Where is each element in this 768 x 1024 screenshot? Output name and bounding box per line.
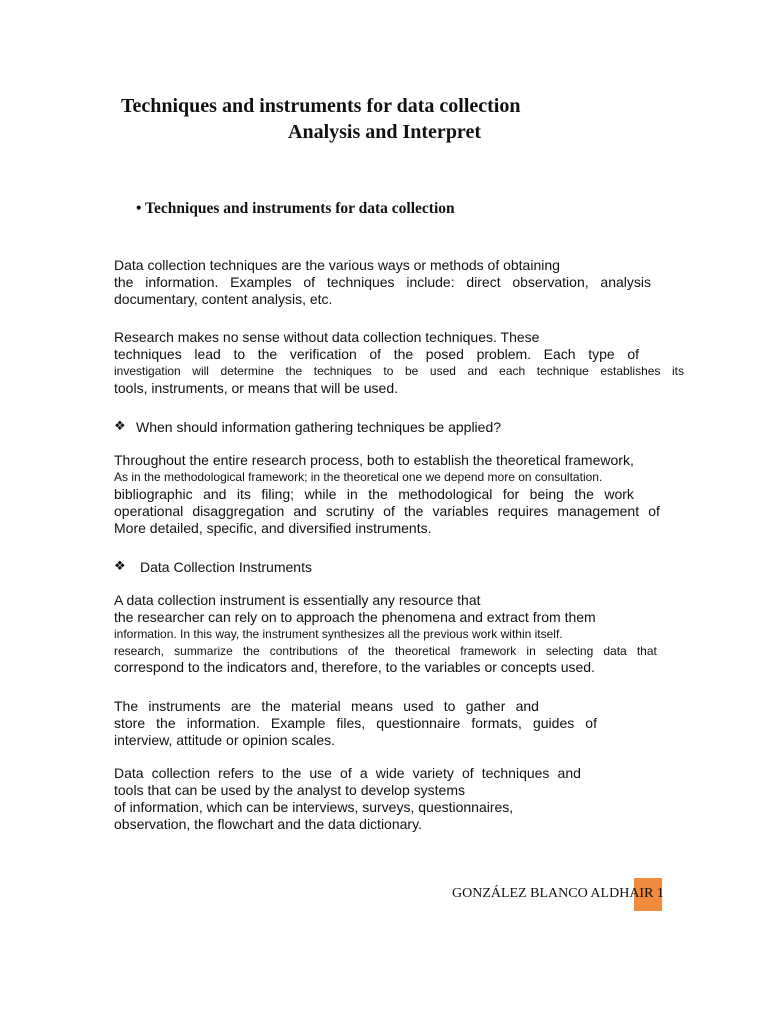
word: while [304, 486, 337, 502]
para6-line-3: of information, which can be interviews, surveys, questionnaires, [114, 799, 514, 815]
word: the [368, 644, 385, 658]
word: variety [412, 765, 454, 781]
word: The [114, 698, 139, 714]
diamond-bullet-icon: ❖ [114, 559, 126, 574]
word: being [529, 486, 564, 502]
word: variables [432, 503, 489, 519]
word: of [627, 346, 639, 362]
word: establishes [600, 364, 661, 378]
word: the [257, 346, 278, 362]
para6-line-2: tools that can be used by the analyst to develop systems [114, 782, 465, 798]
word: each [499, 364, 526, 378]
word: filing; [261, 486, 295, 502]
word: used [403, 698, 434, 714]
word: framework [460, 644, 517, 658]
word: investigation [114, 364, 181, 378]
word: to [383, 364, 394, 378]
word: include: [406, 274, 455, 290]
word: questionnaire [376, 715, 461, 731]
word: a [359, 765, 368, 781]
word: the [285, 364, 303, 378]
word: disaggregation [192, 503, 285, 519]
word: lead [194, 346, 221, 362]
word: of [347, 644, 358, 658]
word: determine [220, 364, 274, 378]
para5-line-3: interview, attitude or opinion scales. [114, 732, 336, 748]
document-title-line-2: Analysis and Interpret [288, 121, 481, 143]
word: analysis [600, 274, 651, 290]
word: gather [465, 698, 506, 714]
word: of [340, 765, 352, 781]
para3-line-1: Throughout the entire research process, both to establish the theoretical framework, [114, 452, 634, 468]
word: techniques [114, 346, 182, 362]
word: work [604, 486, 634, 502]
word: the [114, 274, 134, 290]
word: and [203, 486, 227, 502]
word: of [303, 274, 316, 290]
word: summarize [174, 644, 233, 658]
word: store [114, 715, 146, 731]
section-heading [136, 200, 455, 218]
question-heading-1: When should information gathering techniques be applied? [136, 419, 502, 435]
para4-line-5: correspond to the indicators and, therefore, to the variables or concepts used. [114, 659, 595, 675]
word: to [233, 346, 246, 362]
para3-line-3 [114, 486, 634, 503]
word: the [403, 503, 424, 519]
word: be [404, 364, 419, 378]
word: Each [543, 346, 576, 362]
word: its [236, 486, 251, 502]
word: to [262, 765, 274, 781]
para4-line-3: information. In this way, the instrument synthesizes all the previous work within itself. [114, 627, 563, 641]
word: means [351, 698, 394, 714]
diamond-bullet-icon: ❖ [114, 419, 126, 434]
word: Data [114, 765, 144, 781]
word: direct [466, 274, 501, 290]
word: scrutiny [325, 503, 375, 519]
word: technique [536, 364, 589, 378]
word: wide [375, 765, 405, 781]
word: theoretical [394, 644, 451, 658]
para2-line-4: tools, instruments, or means that will be used. [114, 380, 399, 396]
word: collection [151, 765, 211, 781]
word: in [346, 486, 358, 502]
word: data [603, 644, 627, 658]
word: Examples [230, 274, 292, 290]
word: files, [336, 715, 366, 731]
word: information. [186, 715, 260, 731]
word: verification [289, 346, 357, 362]
para6-line-1 [114, 765, 581, 782]
word: of [461, 765, 474, 781]
para3-line-4 [114, 503, 660, 520]
word: operational [114, 503, 184, 519]
word: the [156, 715, 176, 731]
word: and [293, 503, 317, 519]
para6-line-4: observation, the flowchart and the data dictionary. [114, 816, 422, 832]
word: for [502, 486, 520, 502]
word: the [261, 698, 281, 714]
word: material [291, 698, 341, 714]
word: the [281, 765, 302, 781]
word: techniques [313, 364, 372, 378]
word: selecting [545, 644, 594, 658]
word: of [383, 503, 395, 519]
para1-line-1: Data collection techniques are the various ways or methods of obtaining [114, 257, 560, 273]
word: the [393, 346, 414, 362]
word: observation, [512, 274, 589, 290]
para4-line-2: the researcher can rely on to approach the phenomena and extract from them [114, 609, 596, 625]
para1-line-2 [114, 274, 651, 291]
section-heading-text: Techniques and instruments for data collection [145, 200, 455, 217]
para2-line-1: Research makes no sense without data collection techniques. These [114, 329, 540, 345]
word: requires [497, 503, 549, 519]
word: the [368, 486, 388, 502]
para2-line-2 [114, 346, 639, 363]
word: posed [425, 346, 464, 362]
word: will [192, 364, 209, 378]
word: the [242, 644, 260, 658]
word: refers [218, 765, 254, 781]
word: bibliographic [114, 486, 193, 502]
word: formats, [471, 715, 522, 731]
para5-line-1 [114, 698, 539, 715]
para1-line-3: documentary, content analysis, etc. [114, 291, 333, 307]
word: the [574, 486, 594, 502]
para4-line-1: A data collection instrument is essentially any resource that [114, 592, 481, 608]
word: research, [114, 644, 165, 658]
word: and [467, 364, 488, 378]
word: instruments [148, 698, 221, 714]
document-title-line-1: Techniques and instruments for data collection [121, 95, 521, 117]
word: information. [145, 274, 219, 290]
word: techniques [481, 765, 550, 781]
para4-line-4 [114, 643, 657, 660]
word: that [636, 644, 657, 658]
word: of [369, 346, 382, 362]
word: techniques [326, 274, 395, 290]
word: problem. [476, 346, 532, 362]
para3-line-5: More detailed, specific, and diversified instruments. [114, 520, 432, 536]
para3-line-2: As in the methodological framework; in the theoretical one we depend more on consultation. [114, 470, 603, 484]
question-heading-2: Data Collection Instruments [140, 559, 312, 575]
word: and [557, 765, 581, 781]
word: of [648, 503, 660, 519]
word: in [526, 644, 536, 658]
bullet-icon: • [136, 200, 142, 217]
word: management [557, 503, 640, 519]
word: of [585, 715, 597, 731]
word: Example [270, 715, 326, 731]
footer-author-page: GONZÁLEZ BLANCO ALDHAIR 1 [452, 886, 664, 901]
word: are [230, 698, 252, 714]
word: contributions [269, 644, 338, 658]
para2-line-3 [114, 363, 684, 380]
word: to [443, 698, 456, 714]
word: use [309, 765, 332, 781]
word: methodological [398, 486, 493, 502]
word: used [429, 364, 456, 378]
word: type [588, 346, 615, 362]
word: and [515, 698, 539, 714]
para5-line-2 [114, 715, 597, 732]
word: its [672, 364, 684, 378]
word: guides [532, 715, 575, 731]
